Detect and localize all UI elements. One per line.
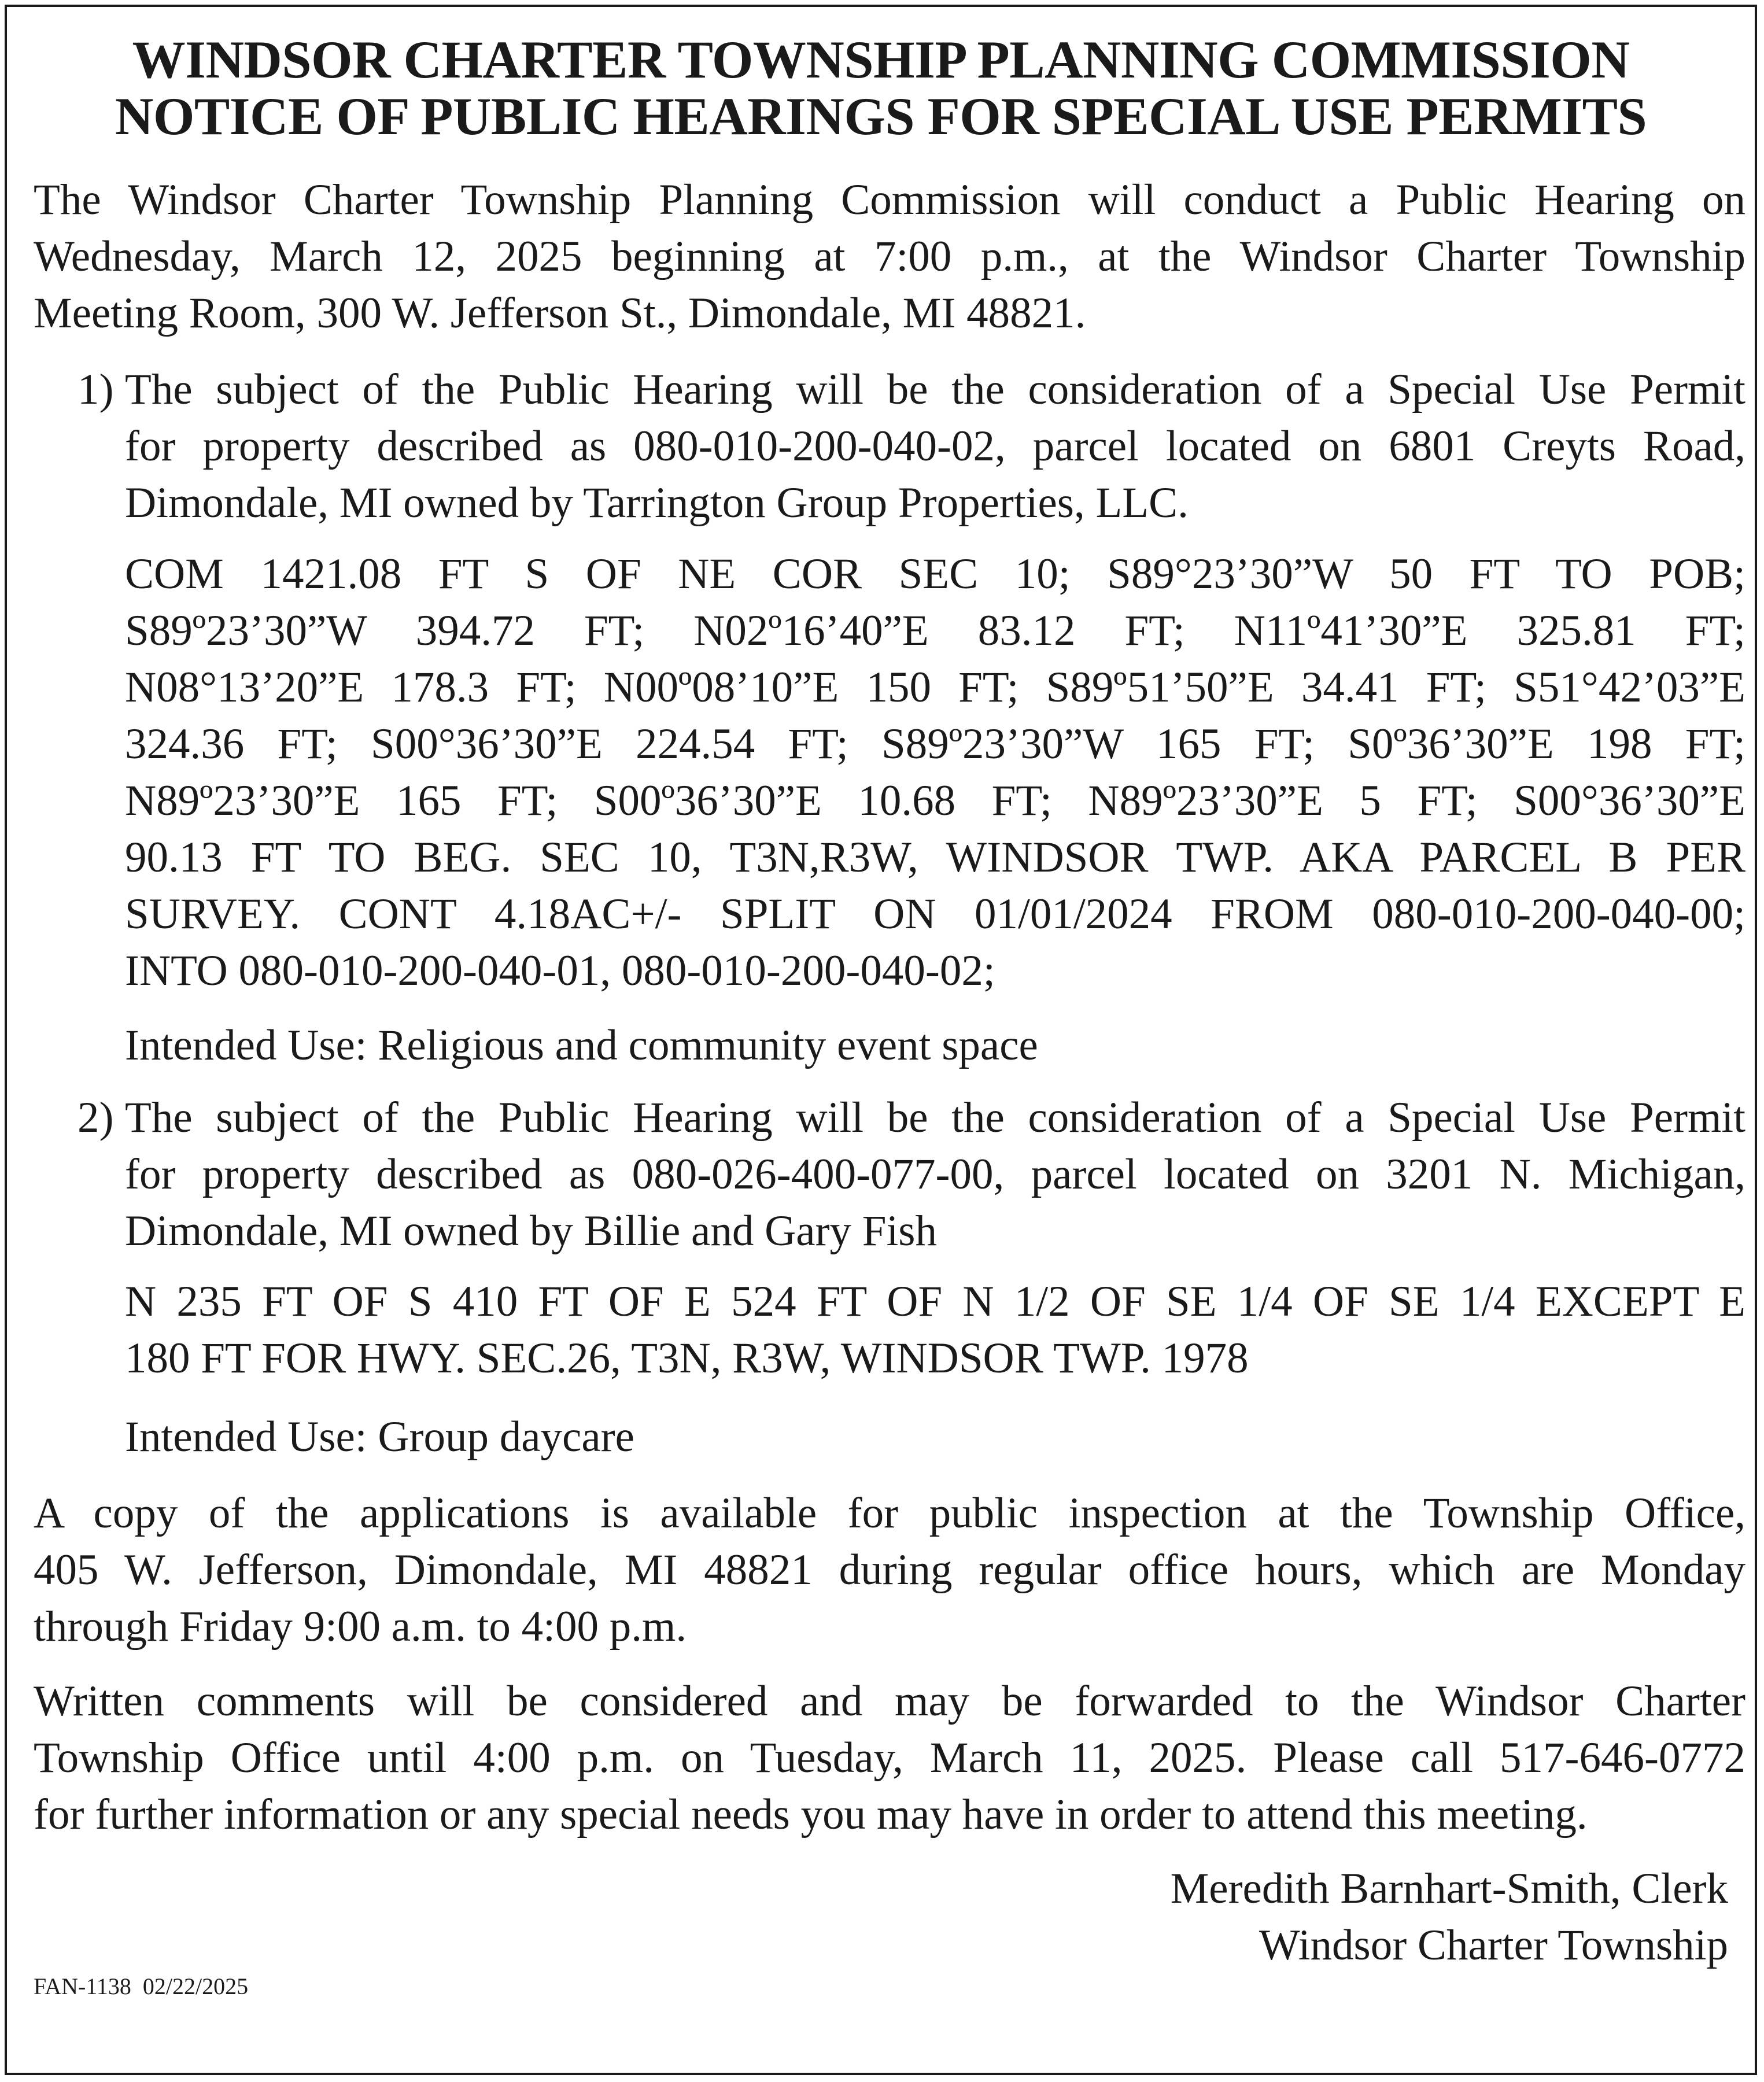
legal-line: 324.36 FT; S00°36’30”E 224.54 FT; S89º23’30”W 165 FT; S0º36’30”E 198 FT; (125, 720, 1745, 768)
subject-line: The subject of the Public Hearing will be the consideration of a Special Use Permit (125, 1094, 1745, 1142)
subject-line: for property described as 080-026-400-077-00, parcel located on 3201 N. Michigan, (125, 1150, 1745, 1198)
legal-line: S89º23’30”W 394.72 FT; N02º16’40”E 83.12 FT; N11º41’30”E 325.81 FT; (125, 607, 1745, 655)
item-1-legal-description (125, 546, 1745, 999)
intro-line: Wednesday, March 12, 2025 beginning at 7:00 p.m., at the Windsor Charter Township (34, 232, 1745, 280)
subject-line: Dimondale, MI owned by Tarrington Group Properties, LLC. (125, 479, 1189, 527)
subject-line: for property described as 080-010-200-040-02, parcel located on 6801 Creyts Road, (125, 422, 1745, 470)
legal-line: 90.13 FT TO BEG. SEC 10, T3N,R3W, WINDSOR TWP. AKA PARCEL B PER (125, 833, 1745, 881)
item-1-subject (125, 361, 1745, 531)
item-2-legal-description (125, 1273, 1745, 1387)
notice-title-line-1: WINDSOR CHARTER TOWNSHIP PLANNING COMMISSION (132, 30, 1630, 89)
item-2-subject (125, 1090, 1745, 1260)
item-2-intended-use: Intended Use: Group daycare (125, 1413, 634, 1461)
copy-line: A copy of the applications is available for public inspection at the Township Office, (34, 1489, 1745, 1537)
notice-title-line-2: NOTICE OF PUBLIC HEARINGS FOR SPECIAL USE PERMITS (115, 87, 1647, 146)
legal-line: COM 1421.08 FT S OF NE COR SEC 10; S89°23’30”W 50 FT TO POB; (125, 550, 1745, 598)
comments-line: Written comments will be considered and may be forwarded to the Windsor Charter (34, 1677, 1745, 1725)
legal-line: N08°13’20”E 178.3 FT; N00º08’10”E 150 FT; S89º51’50”E 34.41 FT; S51°42’03”E (125, 663, 1745, 711)
item-1-intended-use: Intended Use: Religious and community event space (125, 1021, 1038, 1069)
item-2-number: 2) (78, 1094, 114, 1142)
public-notice (5, 5, 1757, 2075)
comments-line: Township Office until 4:00 p.m. on Tuesday, March 11, 2025. Please call 517-646-0772 (34, 1734, 1745, 1782)
written-comments-paragraph (34, 1673, 1745, 1843)
subject-line: The subject of the Public Hearing will be the consideration of a Special Use Permit (125, 366, 1745, 414)
signature-organization: Windsor Charter Township (1259, 1921, 1728, 1969)
item-1-number: 1) (78, 366, 114, 414)
signature-name: Meredith Barnhart-Smith, Clerk (1170, 1865, 1728, 1913)
intro-line: The Windsor Charter Township Planning Commission will conduct a Public Hearing on (34, 176, 1745, 224)
legal-line: N89º23’30”E 165 FT; S00º36’30”E 10.68 FT; N89º23’30”E 5 FT; S00°36’30”E (125, 777, 1745, 825)
subject-line: Dimondale, MI owned by Billie and Gary Fish (125, 1207, 937, 1255)
copy-availability-paragraph (34, 1485, 1745, 1655)
legal-line: INTO 080-010-200-040-01, 080-010-200-040-02; (125, 947, 995, 995)
copy-line: 405 W. Jefferson, Dimondale, MI 48821 during regular office hours, which are Monday (34, 1546, 1745, 1594)
publication-code: FAN-1138 02/22/2025 (34, 1973, 249, 1999)
legal-line: N 235 FT OF S 410 FT OF E 524 FT OF N 1/2 OF SE 1/4 OF SE 1/4 EXCEPT E (125, 1278, 1745, 1326)
legal-line: 180 FT FOR HWY. SEC.26, T3N, R3W, WINDSOR TWP. 1978 (125, 1334, 1249, 1382)
copy-line: through Friday 9:00 a.m. to 4:00 p.m. (34, 1603, 687, 1651)
intro-paragraph (34, 172, 1745, 342)
intro-line: Meeting Room, 300 W. Jefferson St., Dimondale, MI 48821. (34, 289, 1086, 337)
comments-line: for further information or any special needs you may have in order to attend this meeting. (34, 1791, 1588, 1839)
legal-line: SURVEY. CONT 4.18AC+/- SPLIT ON 01/01/2024 FROM 080-010-200-040-00; (125, 890, 1745, 938)
